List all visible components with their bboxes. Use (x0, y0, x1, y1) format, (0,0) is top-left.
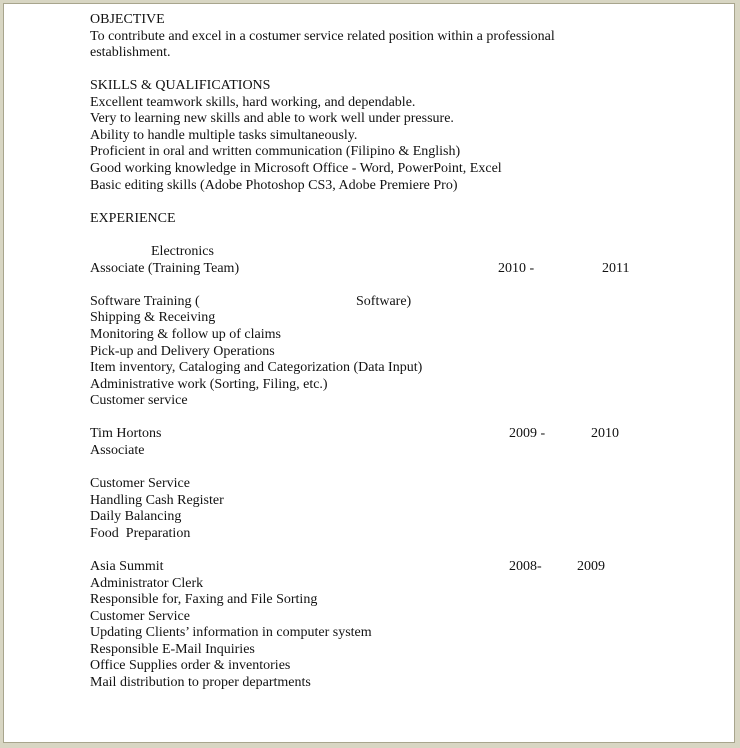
job-end-year: 2009 (577, 559, 605, 574)
job-training: Software Training ( (90, 294, 200, 309)
job-start-year: 2008- (509, 559, 542, 574)
job-start-year: 2009 - (509, 426, 546, 441)
job-duty: Pick-up and Delivery Operations (90, 344, 275, 359)
job-training-close: Software) (356, 294, 412, 309)
job-end-year: 2010 (591, 426, 619, 441)
job-company: Electronics (151, 244, 214, 259)
job-duty: Handling Cash Register (90, 493, 224, 508)
job-duty: Administrative work (Sorting, Filing, etc.) (90, 377, 328, 392)
job-title: Associate (90, 443, 145, 458)
skill-item: Very to learning new skills and able to work well under pressure. (90, 111, 454, 126)
job-company: Tim Hortons (90, 426, 162, 441)
objective-line: To contribute and excel in a costumer service related position within a professional (90, 29, 555, 44)
job-duty: Customer Service (90, 476, 190, 491)
objective-line: establishment. (90, 45, 171, 60)
job-duty: Daily Balancing (90, 509, 182, 524)
job-duty: Updating Clients’ information in computer system (90, 625, 372, 640)
skill-item: Basic editing skills (Adobe Photoshop CS3, Adobe Premiere Pro) (90, 178, 458, 193)
job-duty: Shipping & Receiving (90, 310, 216, 325)
job-duty: Responsible for, Faxing and File Sorting (90, 592, 318, 607)
job-company: Asia Summit (90, 559, 164, 574)
job-duty: Customer Service (90, 609, 190, 624)
job-title: Administrator Clerk (90, 576, 204, 591)
skill-item: Good working knowledge in Microsoft Office - Word, PowerPoint, Excel (90, 161, 502, 176)
skill-item: Excellent teamwork skills, hard working, and dependable. (90, 95, 416, 110)
job-duty: Responsible E-Mail Inquiries (90, 642, 255, 657)
job-duty: Office Supplies order & inventories (90, 658, 291, 673)
resume-page (3, 3, 735, 743)
objective-heading: OBJECTIVE (90, 12, 165, 27)
job-duty: Food Preparation (90, 526, 191, 541)
job-title: Associate (Training Team) (90, 261, 240, 276)
job-duty: Monitoring & follow up of claims (90, 327, 281, 342)
skill-item: Proficient in oral and written communication (Filipino & English) (90, 144, 461, 159)
experience-heading: EXPERIENCE (90, 211, 176, 226)
job-duty: Item inventory, Cataloging and Categorization (Data Input) (90, 360, 423, 375)
job-duty: Mail distribution to proper departments (90, 675, 311, 690)
job-duty: Customer service (90, 393, 188, 408)
job-end-year: 2011 (602, 261, 630, 276)
job-start-year: 2010 - (498, 261, 535, 276)
skill-item: Ability to handle multiple tasks simultaneously. (90, 128, 358, 143)
skills-heading: SKILLS & QUALIFICATIONS (90, 78, 271, 93)
